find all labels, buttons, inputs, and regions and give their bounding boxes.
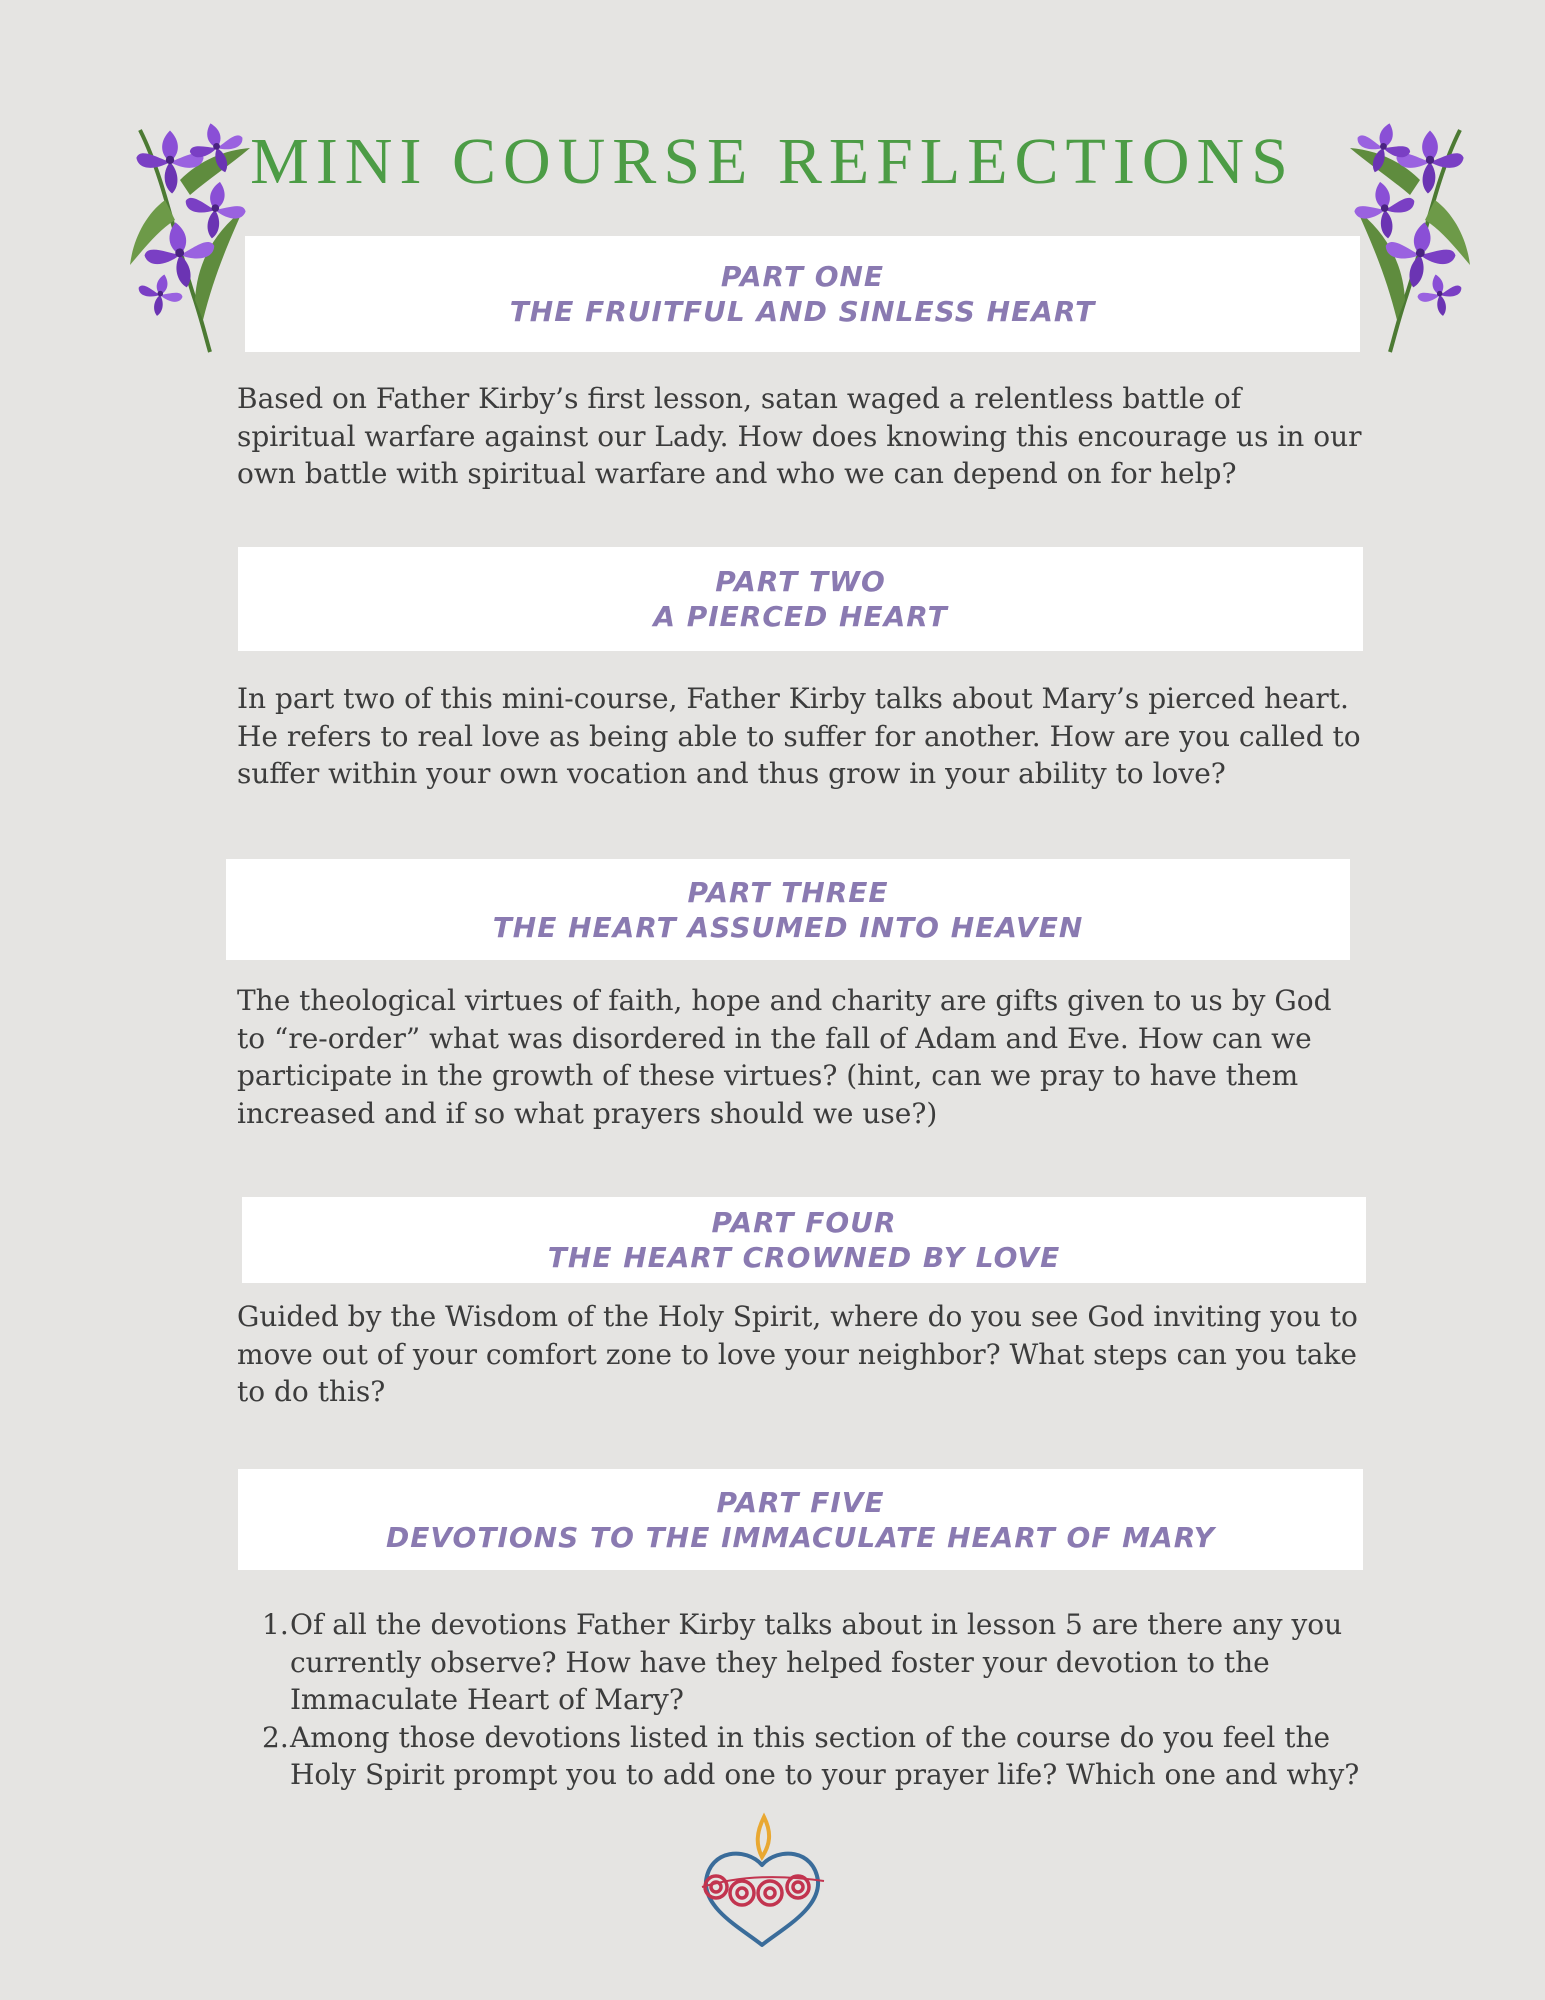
page-title: MINI COURSE REFLECTIONS [250, 125, 1295, 198]
section-banner-part-three [226, 859, 1350, 960]
section-banner-part-four [242, 1197, 1366, 1283]
section-banner-part-one [245, 236, 1360, 352]
section-question: Guided by the Wisdom of the Holy Spirit, where do you see God inviting you to move out of your comfort zone to love your neighbor? What steps can you take to do this? [237, 1300, 1358, 1408]
list-item-text: Of all the devotions Father Kirby talks about in lesson 5 are there any you currently observe? How have they helped foster your devotion to the Immaculate Heart of Mary? [290, 1608, 1343, 1716]
immaculate-heart-icon [682, 1805, 842, 1950]
section-heading: DEVOTIONS TO THE IMMACULATE HEART OF MARY [386, 1520, 1215, 1554]
section-part-label: PART FOUR [711, 1206, 897, 1239]
section-question: Based on Father Kirby’s first lesson, satan waged a relentless battle of spiritual warfare against our Lady. How does knowing this encourage us in our own battle with spiritual warfare and who we can depend on for help? [237, 382, 1362, 490]
section-part-label: PART THREE [687, 875, 889, 909]
list-item [262, 1606, 1362, 1719]
section-heading: THE HEART ASSUMED INTO HEAVEN [492, 910, 1084, 944]
list-item-number: 1. [262, 1608, 289, 1641]
section-part-label: PART FIVE [716, 1485, 885, 1519]
iris-flowers-right-illustration [1340, 120, 1475, 355]
section-heading: A PIERCED HEART [653, 600, 948, 633]
list-item-text: Among those devotions listed in this section of the course do you feel the Holy Spirit prompt you to add one to your prayer life? Which one and why? [290, 1720, 1360, 1791]
list-item [262, 1719, 1362, 1794]
section-banner-part-five [238, 1469, 1363, 1570]
section-question: In part two of this mini-course, Father Kirby talks about Mary’s pierced heart. He refers to real love as being able to suffer for another. How are you called to suffer within your own vocation and thus grow in your ability to love? [237, 682, 1361, 790]
section-question: The theological virtues of faith, hope and charity are gifts given to us by God to “re-order” what was disordered in the fall of Adam and Eve. How can we participate in the growth of these virtues? (hint, can we pray to have them increased and if so what prayers should we use?) [237, 984, 1332, 1130]
section-heading: THE FRUITFUL AND SINLESS HEART [509, 295, 1096, 328]
section-banner-part-two [238, 547, 1363, 651]
section-heading: THE HEART CROWNED BY LOVE [547, 1241, 1061, 1274]
section-part-label: PART ONE [720, 260, 885, 293]
section-part-label: PART TWO [715, 565, 886, 598]
question-list [262, 1606, 1362, 1794]
list-item-number: 2. [262, 1720, 289, 1754]
